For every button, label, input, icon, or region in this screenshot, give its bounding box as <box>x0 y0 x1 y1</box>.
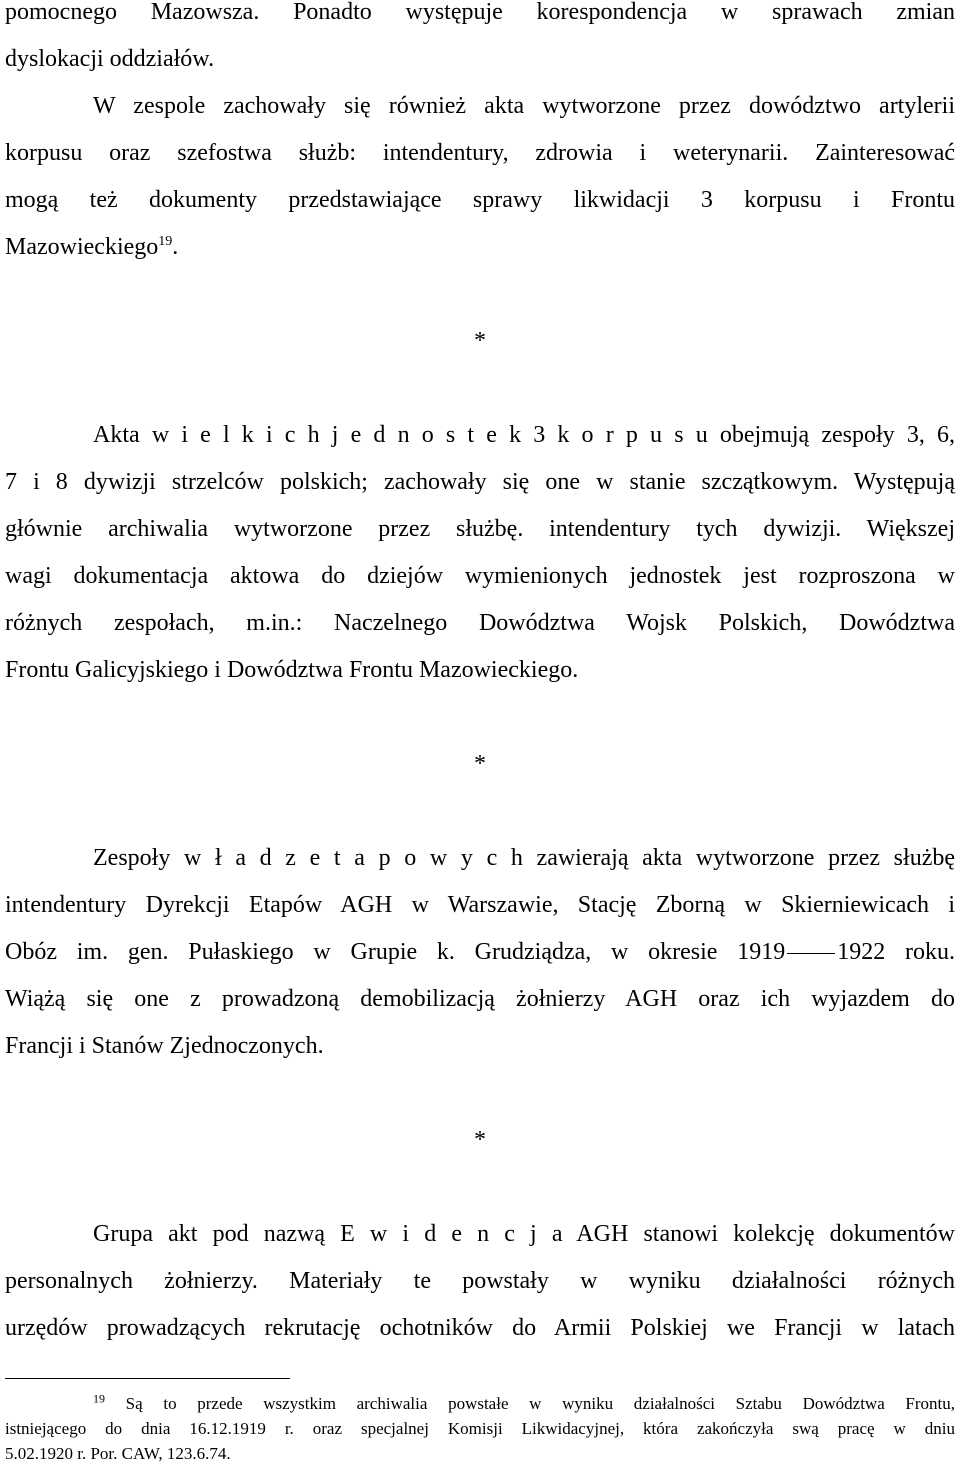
footnote-reference: 19 <box>158 234 173 249</box>
section-separator: * <box>474 751 486 777</box>
paragraph-line: pomocnego Mazowsza. Ponadto występuje korespondencja w sprawach zmian <box>5 0 955 25</box>
paragraph-line: Francji i Stanów Zjednoczonych. <box>5 1033 324 1059</box>
footnote-line <box>93 1393 955 1415</box>
paragraph-line: Akta w i e l k i c h j e d n o s t e k 3 k o r p u s u obejmują zespoły 3, 6, <box>93 422 955 448</box>
paragraph-line: W zespole zachowały się również akta wytworzone przez dowództwo artylerii <box>93 93 955 119</box>
paragraph-line: Grupa akt pod nazwą E w i d e n c j a AGH stanowi kolekcję dokumentów <box>93 1221 955 1247</box>
paragraph-line: personalnych żołnierzy. Materiały te powstały w wyniku działalności różnych <box>5 1268 955 1294</box>
paragraph-line: różnych zespołach, m.in.: Naczelnego Dowództwa Wojsk Polskich, Dowództwa <box>5 610 955 636</box>
footnote-separator <box>5 1378 290 1379</box>
paragraph-line: korpusu oraz szefostwa służb: intendentury, zdrowia i weterynarii. Zainteresować <box>5 140 955 166</box>
paragraph-line: wagi dokumentacja aktowa do dziejów wymienionych jednostek jest rozproszona w <box>5 563 955 589</box>
paragraph-line: urzędów prowadzących rekrutację ochotników do Armii Polskiej we Francji w latach <box>5 1315 955 1341</box>
paragraph-line: Frontu Galicyjskiego i Dowództwa Frontu Mazowieckiego. <box>5 657 579 683</box>
section-separator: * <box>474 1127 486 1153</box>
paragraph-line: Zespoły w ł a d z e t a p o w y c h zawierają akta wytworzone przez służbę <box>93 845 955 871</box>
footnote-number: 19 <box>93 1391 105 1406</box>
em-dash <box>787 953 835 954</box>
section-separator: * <box>474 328 486 354</box>
paragraph-line: 7 i 8 dywizji strzelców polskich; zachowały się one w stanie szczątkowym. Występują <box>5 469 955 495</box>
footnote-text: Są to przede wszystkim archiwalia powstałe w wyniku działalności Sztabu Dowództwa Frontu, <box>125 1394 955 1413</box>
footnote-line: istniejącego do dnia 16.12.1919 r. oraz specjalnej Komisji Likwidacyjnej, która zakończyła swą pracę w dniu <box>5 1419 955 1438</box>
paragraph-line <box>5 937 955 967</box>
paragraph-line: mogą też dokumenty przedstawiające sprawy likwidacji 3 korpusu i Frontu <box>5 187 955 213</box>
paragraph-line <box>5 232 955 262</box>
paragraph-text: Mazowieckiego <box>5 234 159 260</box>
paragraph-text: 1922 roku. <box>837 939 955 965</box>
paragraph-line: Wiążą się one z prowadzoną demobilizacją żołnierzy AGH oraz ich wyjazdem do <box>5 986 955 1012</box>
paragraph-text: Obóz im. gen. Pułaskiego w Grupie k. Grudziądza, w okresie 1919 <box>5 939 786 965</box>
footnote-line: 5.02.1920 r. Por. CAW, 123.6.74. <box>5 1444 231 1463</box>
paragraph-line: głównie archiwalia wytworzone przez służbę. intendentury tych dywizji. Większej <box>5 516 955 542</box>
paragraph-line: intendentury Dyrekcji Etapów AGH w Warszawie, Stację Zborną w Skierniewicach i <box>5 892 955 918</box>
paragraph-line: dyslokacji oddziałów. <box>5 46 215 72</box>
paragraph-text: . <box>172 234 179 260</box>
